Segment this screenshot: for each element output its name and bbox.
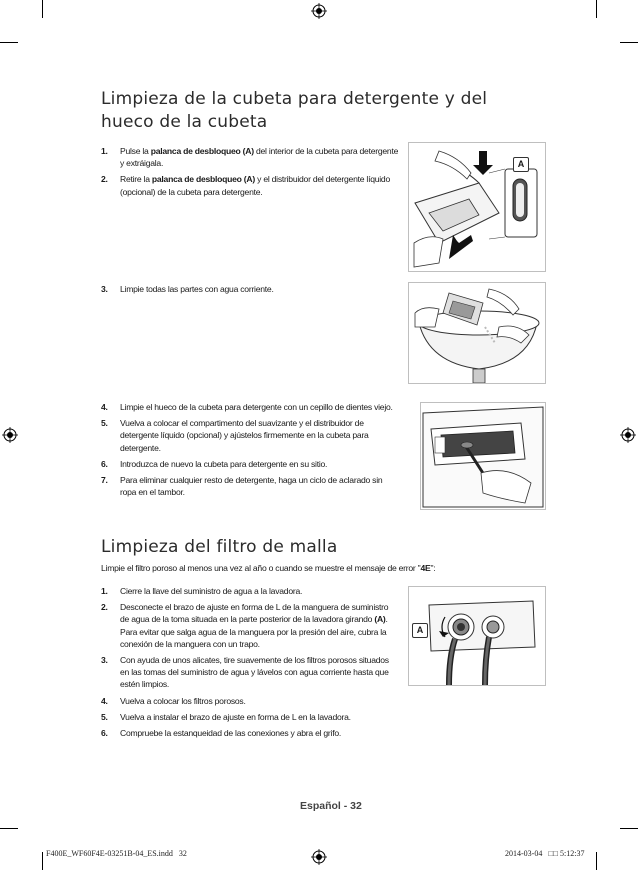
crop-mark [0,42,18,43]
file-name-slug: F400E_WF60F4E-03251B-04_ES.indd 32 [46,849,187,858]
step-text: Desconecte el brazo de ajuste en forma de L de la manguera de suministro de agua de la toma situada en la parte posterior de la lavadora girando [120,602,389,625]
step-text: Pulse la [120,146,151,156]
step-number: 5. [101,711,108,722]
step-text-bold: palanca de desbloqueo (A) [151,174,255,185]
rinse-parts-drawing [409,283,545,383]
list-item [101,711,399,723]
step-text: Para eliminar cualquier resto de detergente, haga un ciclo de aclarado sin ropa en el tambor. [120,475,383,498]
list-item [101,173,401,197]
registration-mark-icon [620,427,636,443]
step-number: 6. [101,728,108,739]
illustration-rinse-parts [408,282,546,384]
crop-mark [596,852,597,870]
clean-recess-drawing [421,403,545,509]
step-number: 1. [101,586,108,596]
list-item [101,601,399,650]
step-text: Vuelva a colocar el compartimento del suavizante y el distribuidor de detergente líquido (opcional) y ajústelos firmemente en la cubeta para detergente. [120,418,369,453]
steps-list-1-2 [101,145,401,202]
step-number: 1. [101,146,108,156]
section-title-detergent-drawer: Limpieza de la cubeta para detergente y del hueco de la cubeta [101,89,488,132]
step-text: Introduzca de nuevo la cubeta para detergente en su sitio. [120,458,328,469]
list-item [101,695,399,707]
date-time-slug: 2014-03-04 □□ 5:12:37 [505,849,585,858]
step-number: 3. [101,284,108,294]
step-text: del interior de la cubeta para detergente y extráigala. [120,146,399,169]
crop-mark [596,0,597,18]
crop-mark [42,0,43,18]
hose-inlets-drawing [409,587,545,685]
callout-label-a: A [513,157,529,172]
step-text: Vuelva a colocar los filtros porosos. [120,695,246,706]
list-item [101,417,400,454]
step-text: Compruebe la estanqueidad de las conexiones y abra el grifo. [120,728,342,739]
list-item [101,145,401,169]
steps-list-3 [101,283,401,299]
list-item [101,585,399,597]
registration-mark-icon [311,849,327,865]
intro-text: ": [430,563,436,573]
step-number: 5. [101,418,108,429]
list-item [101,654,399,691]
intro-paragraph [101,563,435,573]
registration-mark-icon [311,3,327,19]
step-text-bold: palanca de desbloqueo (A) [150,146,254,156]
step-text: . Para evitar que salga agua de la manguera por la presión del aire, cubra la conexión de la manguera con un trapo. [120,614,388,649]
step-text: Retire la [120,174,152,185]
steps-list-filter [101,585,399,743]
step-number: 7. [101,475,108,486]
crop-mark [0,828,18,829]
step-text: Vuelva a instalar el brazo de ajuste en forma de L en la lavadora. [120,711,351,722]
step-number: 2. [101,174,108,185]
crop-mark [620,828,638,829]
list-item [101,458,409,470]
crop-mark [620,42,638,43]
step-text: Limpie todas las partes con agua corriente. [120,284,274,294]
illustration-hose-inlets [408,586,546,686]
step-number: 4. [101,402,108,412]
list-item [101,474,400,498]
step-text: Limpie el hueco de la cubeta para detergente con un cepillo de dientes viejo. [120,402,393,412]
list-item [101,401,409,413]
section-title-mesh-filter: Limpieza del filtro de malla [101,537,338,557]
crop-mark [42,852,43,870]
step-text-bold: (A) [374,614,386,625]
list-item [101,283,401,295]
step-text: Con ayuda de unos alicates, tire suavemente de los filtros porosos situados en las tomas del suministro de agua y lávelos con agua corriente hasta que estén limpios. [120,655,389,690]
illustration-drawer-release [408,142,546,272]
step-number: 2. [101,602,108,613]
step-text: y el distribuidor del detergente líquido (opcional) de la cubeta para detergente. [120,174,390,197]
step-number: 3. [101,655,108,666]
illustration-clean-recess [420,402,546,510]
step-number: 4. [101,695,108,706]
intro-text: Limpie el filtro poroso al menos una vez al año o cuando se muestre el mensaje de error " [101,563,421,573]
steps-list-4-7 [101,401,409,502]
callout-label-a: A [412,623,428,638]
registration-mark-icon [2,427,18,443]
step-number: 6. [101,458,108,469]
page-number: Español - 32 [300,800,362,812]
list-item [101,727,399,739]
step-text: Cierre la llave del suministro de agua a la lavadora. [120,586,303,596]
error-code: 4E [420,563,431,573]
